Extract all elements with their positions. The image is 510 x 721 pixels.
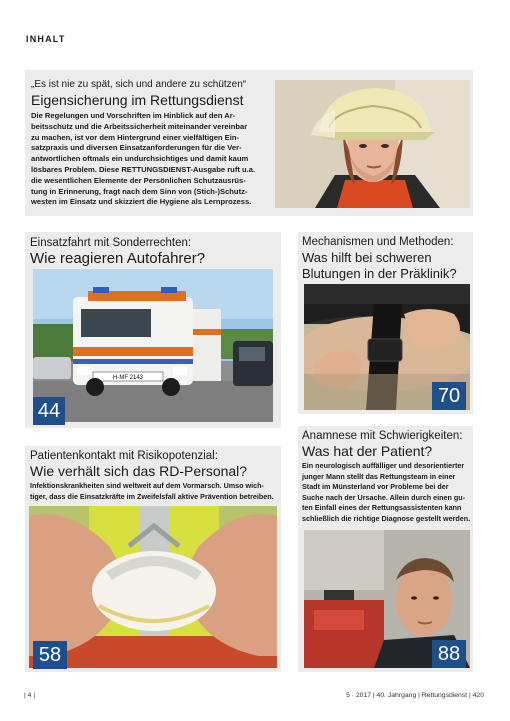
body-line: satzpraxis und diversen Einsatzanforderungen für die Ver- bbox=[31, 143, 242, 153]
body-line: antwortlichen oftmals ein undurchsichtiges und damit kaum bbox=[31, 154, 249, 164]
article-70-headline-line: Was hilft bei schweren bbox=[302, 250, 432, 265]
body-line: tung in Erinnerung, fragt nach dem Sinn von (Stich-)Schutz- bbox=[31, 186, 248, 196]
body-line: zu machen, ist vor dem Hintergrund einer vielfältigen Ein- bbox=[31, 132, 240, 142]
body-line: lösbares Problem. Diese RETTUNGSDIENST-Ausgabe ruft u.a. bbox=[31, 164, 256, 174]
article-88-body bbox=[302, 461, 474, 525]
article-58[interactable] bbox=[25, 446, 281, 672]
article-44-kicker: Einsatzfahrt mit Sonderrechten: bbox=[30, 237, 192, 249]
body-line: westen im Einsatz und skizziert die Hygiene als Lernprozess. bbox=[31, 197, 252, 207]
footer-page-number: | 4 | bbox=[24, 692, 36, 699]
lead-article[interactable] bbox=[25, 70, 473, 216]
page-number-88[interactable]: 88 bbox=[432, 640, 466, 668]
body-line: Die Regelungen und Vorschriften im Hinblick auf den Ar- bbox=[31, 111, 236, 120]
body-line: die wesentlichen Elemente der Persönlichen Schutzausrüs- bbox=[31, 175, 246, 185]
ambulance-photo bbox=[33, 269, 273, 422]
article-70[interactable] bbox=[298, 232, 473, 414]
footer-issue-info: 5 · 2017 | 40. Jahrgang | Rettungsdienst | 420 bbox=[346, 692, 484, 699]
body-line: ten Einfall eines der Rettungsassistenten kann bbox=[302, 503, 462, 513]
page-number-58[interactable]: 58 bbox=[33, 641, 67, 669]
body-line: Stadt im Münsterland vor Probleme bei der bbox=[302, 482, 449, 492]
article-88-kicker: Anamnese mit Schwierigkeiten: bbox=[302, 430, 463, 442]
lead-body bbox=[31, 111, 275, 208]
body-line: junger Mann stellt das Rettungsteam in einer bbox=[302, 471, 456, 481]
article-44[interactable] bbox=[25, 232, 281, 428]
article-70-kicker: Mechanismen und Methoden: bbox=[302, 236, 454, 248]
section-label: INHALT bbox=[26, 34, 66, 44]
body-line: Infektionskrankheiten sind weltweit auf dem Vormarsch. Umso wich- bbox=[30, 481, 264, 490]
article-88[interactable] bbox=[298, 426, 473, 672]
firefighter-helmet-photo bbox=[275, 80, 470, 208]
body-line: schließlich die richtige Diagnose gestellt werden. bbox=[302, 513, 471, 523]
article-58-kicker: Patientenkontakt mit Risikopotenzial: bbox=[30, 450, 218, 462]
article-58-body bbox=[30, 481, 280, 503]
article-44-headline: Wie reagieren Autofahrer? bbox=[30, 250, 206, 267]
body-line: Ein neurologisch auffälliger und desorientierter bbox=[302, 461, 465, 470]
article-70-headline-line: Blutungen in der Präklinik? bbox=[302, 266, 457, 281]
article-88-headline: Was hat der Patient? bbox=[302, 443, 433, 459]
body-line: Suche nach der Ursache. Allein durch einen gu- bbox=[302, 492, 466, 502]
license-plate: H-MF 2143 bbox=[112, 375, 144, 381]
lead-kicker: „Es ist nie zu spät, sich und andere zu schützen“ bbox=[31, 79, 247, 90]
body-line: beitsschutz und die Arbeitssicherheit miteinander vereinbar bbox=[31, 121, 248, 131]
article-58-headline: Wie verhält sich das RD-Personal? bbox=[30, 463, 248, 479]
page-number-70[interactable]: 70 bbox=[432, 382, 466, 410]
body-line: tiger, dass die Einsatzkräfte im Zweifelsfall aktive Prävention betreiben. bbox=[30, 491, 274, 501]
page-number-44[interactable]: 44 bbox=[33, 397, 65, 425]
lead-headline: Eigensicherung im Rettungsdienst bbox=[31, 92, 244, 108]
